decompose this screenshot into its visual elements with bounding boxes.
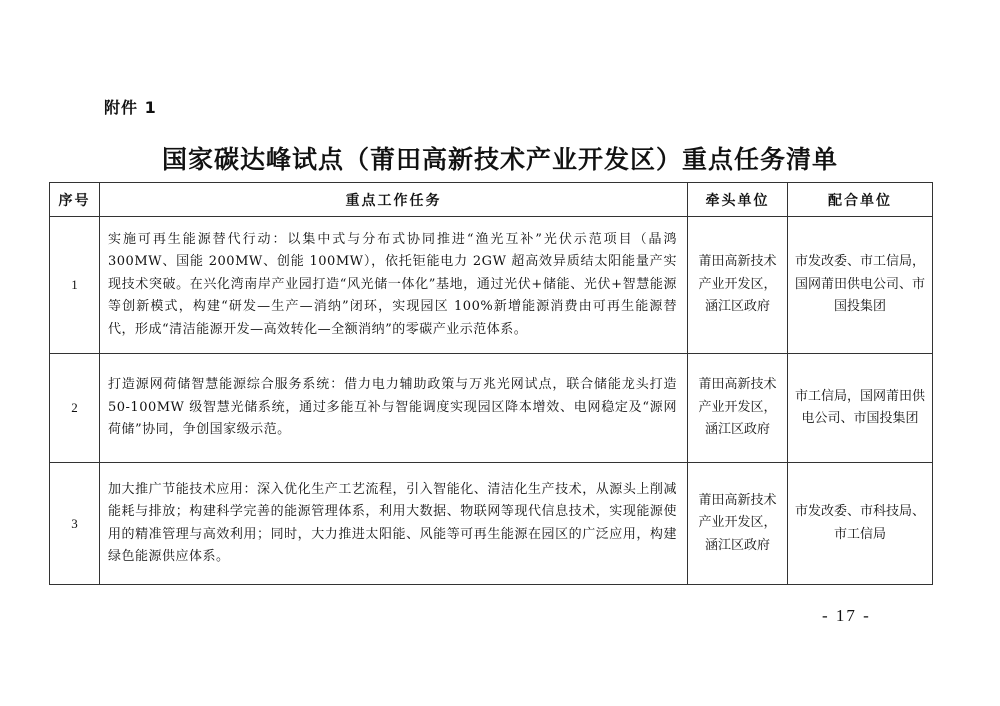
header-num: 序号 <box>50 183 100 217</box>
table-row <box>50 463 933 585</box>
page-number: - 17 - <box>822 606 871 625</box>
header-lead: 牵头单位 <box>688 183 788 217</box>
table-row <box>50 354 933 463</box>
header-task: 重点工作任务 <box>100 183 688 217</box>
row-coop: 市发改委、市工信局，国网莆田供电公司、市国投集团 <box>788 217 933 354</box>
row-task: 加大推广节能技术应用：深入优化生产工艺流程，引入智能化、清洁化生产技术，从源头上削减能耗与排放；构建科学完善的能源管理体系，利用大数据、物联网等现代信息技术，实现能源使用的精准管理与高效利用；同时，大力推进太阳能、风能等可再生能源在园区的广泛应用，构建绿色能源供应体系。 <box>100 463 688 585</box>
header-coop: 配合单位 <box>788 183 933 217</box>
row-coop: 市发改委、市科技局、市工信局 <box>788 463 933 585</box>
row-lead: 莆田高新技术产业开发区，涵江区政府 <box>688 463 788 585</box>
row-task: 实施可再生能源替代行动：以集中式与分布式协同推进“渔光互补”光伏示范项目（晶鸿 300MW、国能 200MW、创能 100MW），依托钜能电力 2GW 超高效异质结太阳能量产实现技术突破。在兴化湾南岸产业园打造“风光储一体化”基地，通过光伏+储能、光伏+智慧能源等创新模式，构建“研发—生产—消纳”闭环，实现园区 100%新增能源消费由可再生能源替代，形成“清洁能源开发—高效转化—全额消纳”的零碳产业示范体系。 <box>100 217 688 354</box>
row-num: 1 <box>50 217 100 354</box>
task-table <box>49 182 933 585</box>
table-header-row <box>50 183 933 217</box>
row-lead: 莆田高新技术产业开发区，涵江区政府 <box>688 354 788 463</box>
attachment-label: 附件 1 <box>104 98 157 117</box>
row-task: 打造源网荷储智慧能源综合服务系统：借力电力辅助政策与万兆光网试点，联合储能龙头打造 50-100MW 级智慧光储系统，通过多能互补与智能调度实现园区降本增效、电网稳定及“源网荷储”协同，争创国家级示范。 <box>100 354 688 463</box>
row-coop: 市工信局，国网莆田供电公司、市国投集团 <box>788 354 933 463</box>
row-num: 2 <box>50 354 100 463</box>
row-lead: 莆田高新技术产业开发区，涵江区政府 <box>688 217 788 354</box>
row-num: 3 <box>50 463 100 585</box>
document-title: 国家碳达峰试点（莆田高新技术产业开发区）重点任务清单 <box>161 145 838 174</box>
table-row <box>50 217 933 354</box>
